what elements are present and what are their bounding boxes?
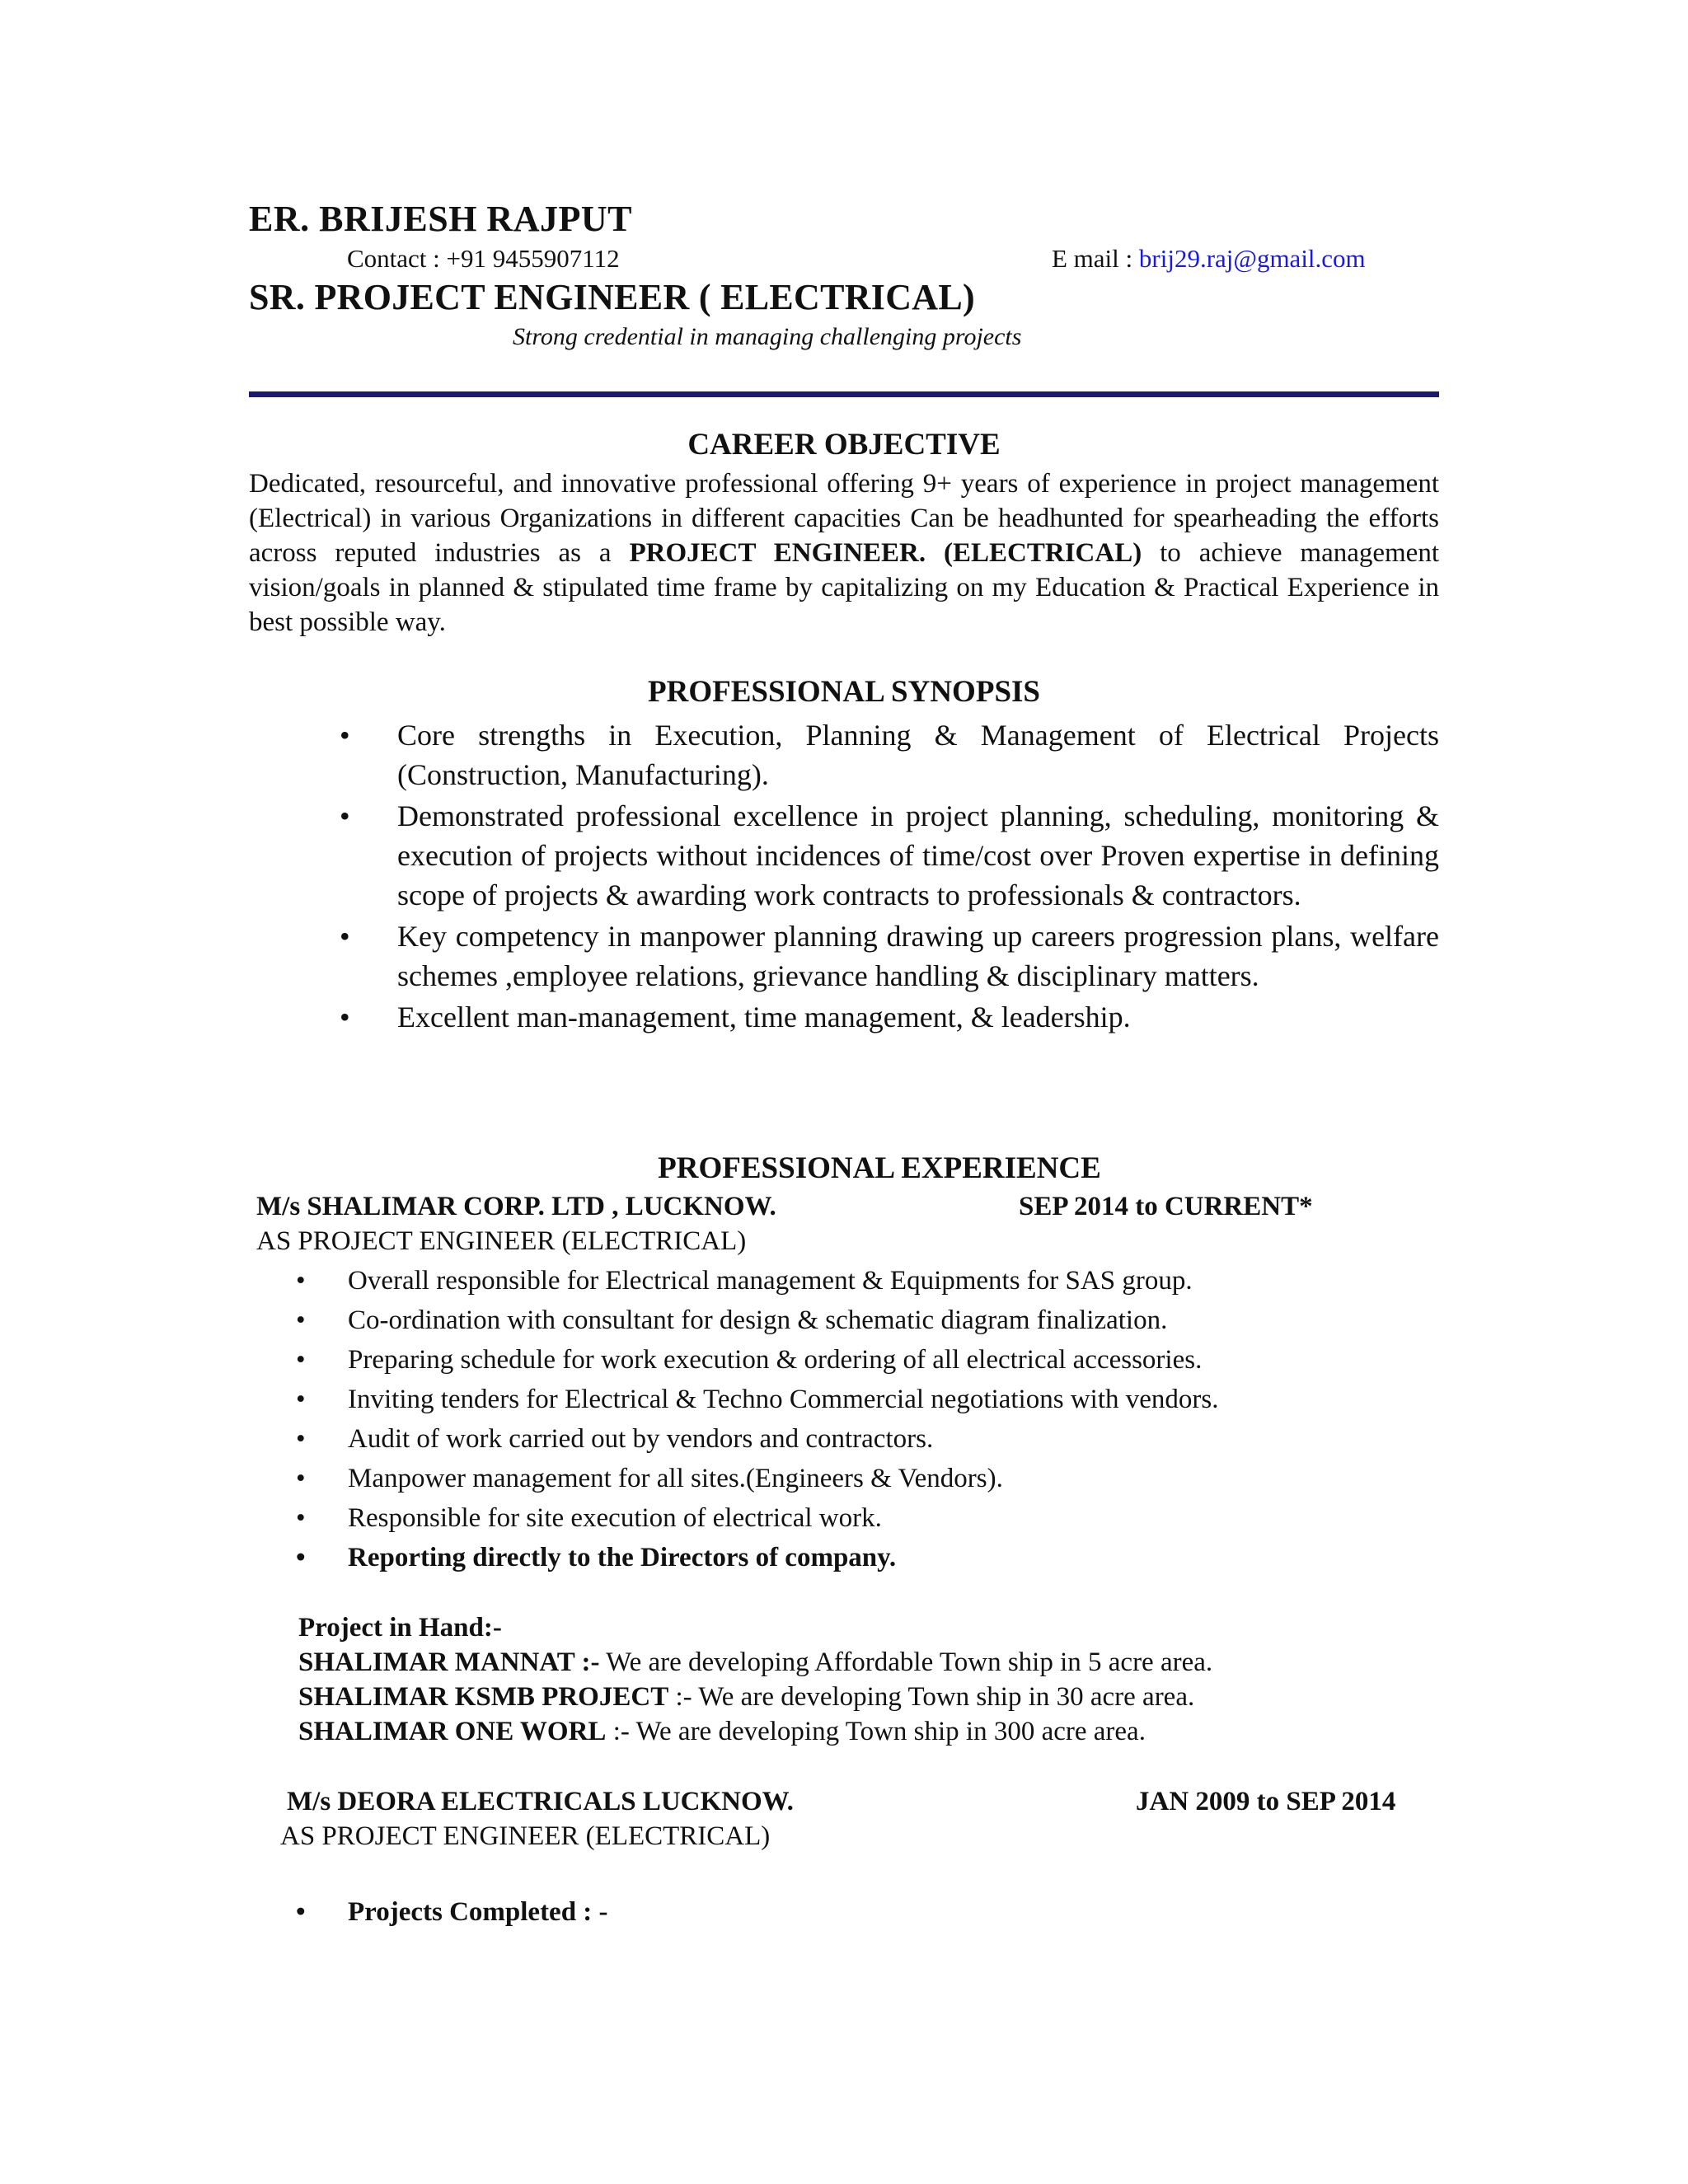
tagline: Strong credential in managing challenging projects [513,323,1022,350]
employer-1: M/s SHALIMAR CORP. LTD , LUCKNOW. [256,1192,776,1221]
project-item [298,1680,1212,1714]
employer-2: M/s DEORA ELECTRICALS LUCKNOW. [287,1787,794,1816]
synopsis-item: • Core strengths in Execution, Planning & Management of Electrical Projects (Construction, Manufacturing). [340,715,1439,794]
duty-item: • Manpower management for all sites.(Engineers & Vendors). [296,1459,1367,1498]
project-desc: :- We are developing Town ship in 30 acre area. [668,1682,1195,1712]
projects-heading: Project in Hand:- [298,1613,502,1643]
email-label: E mail : [1052,244,1139,273]
objective-text-part1: Dedicated, resourceful, and innovative professional offering 9+ years of experience in project management (Electrical) in various Organizations in different capacities Can be headhunted for spearheading the efforts across reputed industries as a [249,469,1439,568]
career-objective-text [249,466,1439,640]
employment-period-2: JAN 2009 to SEP 2014 [1136,1787,1396,1816]
experience-heading: PROFESSIONAL EXPERIENCE [658,1151,1101,1185]
synopsis-item: • Demonstrated professional excellence in project planning, scheduling, monitoring & execution of projects without incidences of time/cost over Proven expertise in defining scope of projects & awarding work contracts to professionals & contractors. [340,796,1439,915]
projects-completed-list [296,1892,1367,1932]
role-2: AS PROJECT ENGINEER (ELECTRICAL) [280,1821,771,1851]
email-link[interactable]: brij29.raj@gmail.com [1138,244,1366,273]
employment-period-1: SEP 2014 to CURRENT* [1019,1192,1313,1221]
duties-list [296,1261,1367,1577]
job-title: SR. PROJECT ENGINEER ( ELECTRICAL) [249,277,975,317]
project-name: SHALIMAR KSMB PROJECT [298,1682,669,1712]
project-desc: :- We are developing Town ship in 300 acre area. [606,1717,1146,1746]
project-name: SHALIMAR ONE WORL [298,1717,607,1746]
duty-item: • Responsible for site execution of electrical work. [296,1498,1367,1538]
contact-email [1052,244,1366,274]
duty-item: • Preparing schedule for work execution & ordering of all electrical accessories. [296,1340,1367,1380]
objective-text-part2: to achieve management vision/goals in planned & stipulated time frame by capitalizing on my Education & Practical Experience in best possible way. [249,538,1439,637]
role-1: AS PROJECT ENGINEER (ELECTRICAL) [256,1226,747,1256]
contact-phone: Contact : +91 9455907112 [347,244,620,273]
projects-in-hand [298,1610,1212,1749]
synopsis-heading: PROFESSIONAL SYNOPSIS [648,675,1040,709]
duty-item: • Co-ordination with consultant for design & schematic diagram finalization. [296,1301,1367,1340]
project-name: SHALIMAR MANNAT :- [298,1647,600,1677]
duty-item: • Overall responsible for Electrical management & Equipments for SAS group. [296,1261,1367,1301]
synopsis-list [340,715,1439,1038]
duty-item: • Inviting tenders for Electrical & Techno Commercial negotiations with vendors. [296,1380,1367,1419]
project-item [298,1645,1212,1680]
projects-completed-heading: • Projects Completed : - [296,1892,1367,1932]
career-objective-heading: CAREER OBJECTIVE [687,428,1001,462]
candidate-name: ER. BRIJESH RAJPUT [249,199,632,239]
synopsis-item: • Key competency in manpower planning drawing up careers progression plans, welfare schemes ,employee relations, grievance handling & disciplinary matters. [340,916,1439,996]
project-desc: We are developing Affordable Town ship in 5 acre area. [599,1647,1213,1677]
objective-text-bold: PROJECT ENGINEER. (ELECTRICAL) [629,538,1142,568]
project-item [298,1714,1212,1749]
duty-item: • Reporting directly to the Directors of company. [296,1538,1367,1577]
synopsis-item: • Excellent man-management, time management, & leadership. [340,997,1439,1037]
duty-item: • Audit of work carried out by vendors and contractors. [296,1419,1367,1459]
header-divider [249,391,1439,397]
